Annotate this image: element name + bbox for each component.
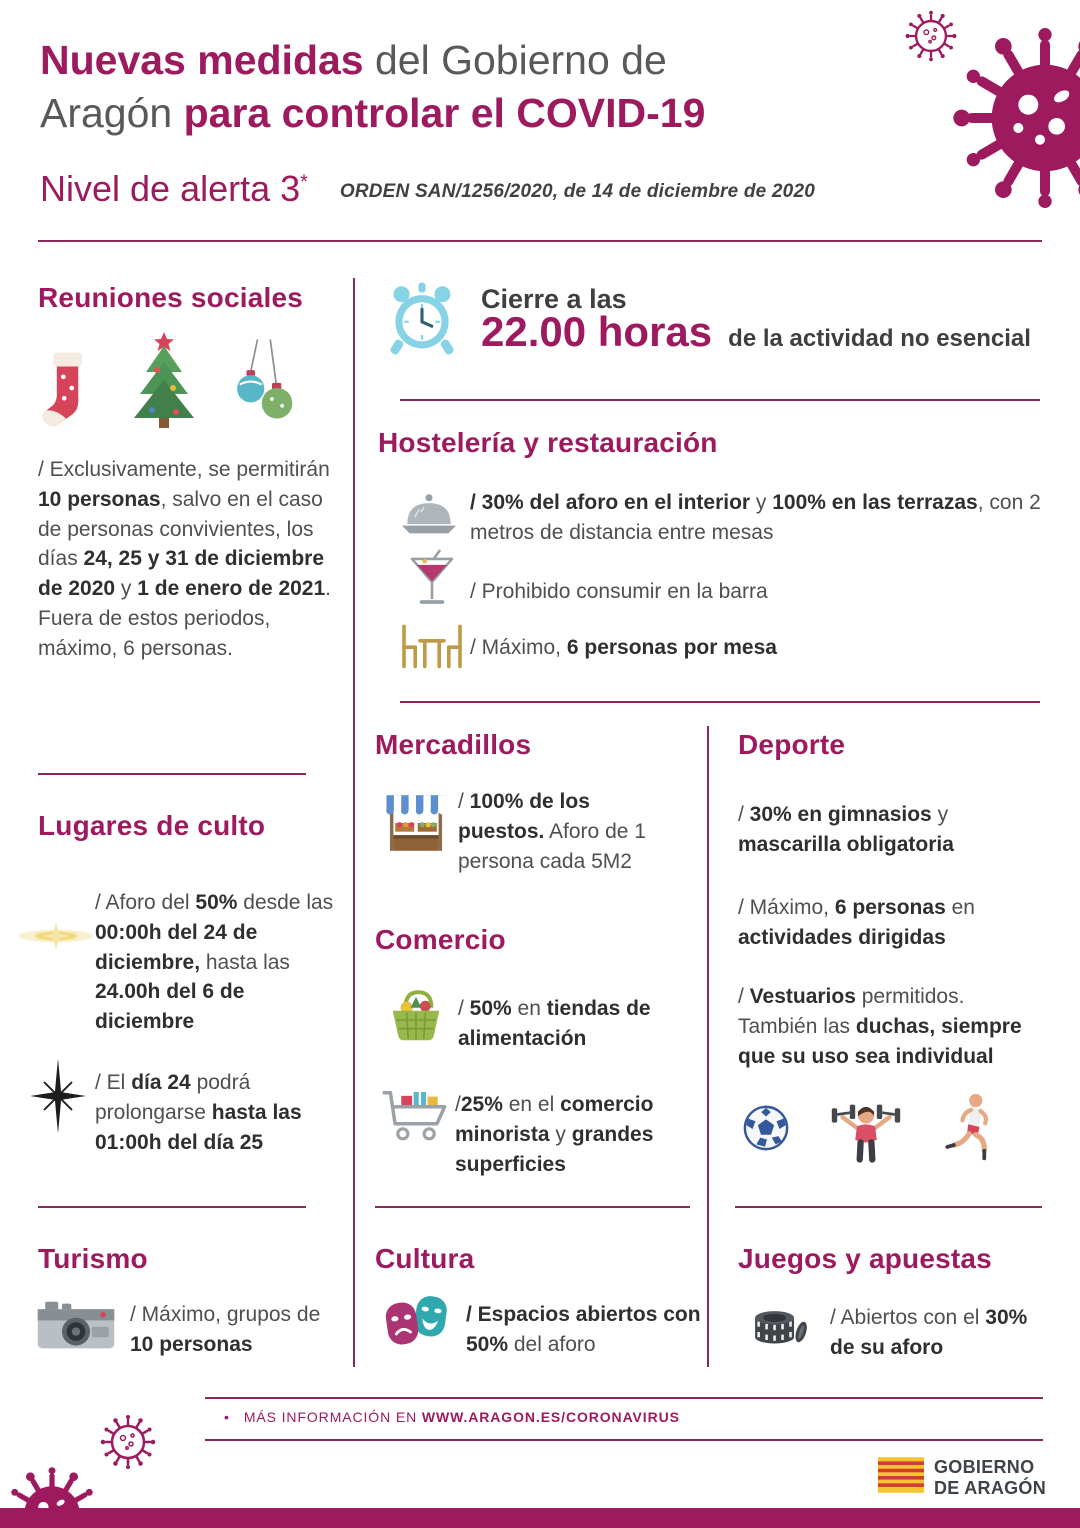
star-sparkle-icon [30,1058,86,1139]
serving-dish-icon [398,490,460,543]
soccer-ball-icon [742,1104,790,1157]
section-title-turismo: Turismo [38,1243,148,1274]
logo-line1: GOBIERNO [934,1457,1035,1477]
page-title-line2: Aragón para controlar el COVID-19 [40,90,706,137]
virus-outline-icon-bottom [98,1412,158,1477]
closure-prefix: Cierre a las [481,284,627,314]
market-stall-icon [383,790,449,861]
cultura-item-text: / Espacios abiertos con 50% del aforo [466,1303,701,1356]
culto-item-text: / Aforo del 50% desde las 00:00h del 24 de diciembre, hasta las 24.00h del 6 de diciembre [95,891,334,1034]
theater-masks-icon [380,1293,454,1354]
footer-info-prefix: MÁS INFORMACIÓN EN [243,1409,422,1425]
turismo-item-text: / Máximo, grupos de 10 personas [130,1303,321,1356]
bottom-color-bar [0,1508,1080,1528]
hosteleria-item-text: / 30% del aforo en el interior y 100% en las terrazas, con 2 metros de distancia entre mesas [470,491,1041,544]
table-chairs-icon [396,620,468,681]
camera-icon [34,1297,118,1360]
section-title-reuniones: Reuniones sociales [38,282,304,313]
footer-info [224,1409,680,1425]
divider [735,1206,1042,1208]
christmas-icons-row [40,330,300,435]
sports-icons-row [742,1092,1000,1169]
alert-level: Nivel de alerta 3* [40,168,308,209]
food-basket-icon [385,986,447,1053]
footer-info-url: WWW.ARAGON.ES/CORONAVIRUS [421,1409,680,1425]
deporte-item-text: / 30% en gimnasios y mascarilla obligatoria [738,803,954,856]
section-title-cultura: Cultura [375,1243,475,1274]
alert-asterisk: * [300,171,308,193]
page-title [40,34,705,141]
footer-divider-bottom [205,1439,1043,1441]
closure-line [481,308,1031,356]
shopping-cart-icon [381,1085,451,1152]
header-divider [38,240,1042,242]
culto-item-text: / El día 24 podrá prolongarse hasta las 01:00h del día 25 [95,1071,302,1154]
section-title-mercadillos: Mercadillos [375,729,532,760]
divider [400,399,1040,401]
vertical-divider-middle [707,726,709,1367]
divider [400,701,1040,703]
reuniones-body: / Exclusivamente, se permitirán 10 personas, salvo en el caso de personas convivientes, los días 24, 25 y 31 de diciembre de 2020 y 1 de enero de 2021. Fuera de estos periodos, máximo, 6 personas. [38,458,332,660]
weight-lifter-icon [830,1092,902,1169]
hosteleria-item-text: / Prohibido consumir en la barra [470,580,768,603]
alert-row [40,168,815,210]
logo-text [934,1457,1046,1498]
comercio-item-text: / 50% en tiendas de alimentación [458,997,651,1050]
divider [38,773,306,775]
page-title-line1: Nuevas medidas del Gobierno de [40,37,667,83]
virus-icon-large [945,18,1080,223]
order-reference: ORDEN SAN/1256/2020, de 14 de diciembre de 2020 [339,181,815,202]
christmas-baubles-icon [232,334,300,435]
section-title-hosteleria: Hostelería y restauración [378,427,718,458]
cocktail-icon [406,548,458,615]
section-title-comercio: Comercio [375,924,506,955]
christmas-tree-icon [124,330,204,435]
gobierno-aragon-logo [878,1457,1046,1498]
section-title-culto: Lugares de culto [38,810,266,841]
alarm-clock-icon [382,280,462,365]
vertical-divider-left [353,278,355,1367]
divider [375,1206,690,1208]
footer-bullet: • [224,1409,230,1425]
runner-icon [942,1092,1000,1169]
comercio-item-text: /25% en el comercio minorista y grandes superficies [455,1093,654,1176]
section-title-deporte: Deporte [738,729,846,760]
casino-chips-icon [748,1296,810,1357]
aragon-flag-icon [878,1457,924,1498]
logo-line2: DE ARAGÓN [934,1477,1047,1498]
mercadillos-item-text: / 100% de los puestos. Aforo de 1 persona cada 5M2 [458,790,646,873]
closure-suffix: de la actividad no esencial [728,325,1031,352]
juegos-item-text: / Abiertos con el 30% de su aforo [830,1306,1028,1359]
christmas-stocking-icon [40,346,96,435]
candle-glow-icon [16,916,96,961]
closure-time: 22.00 horas [481,308,713,355]
footer-divider-top [205,1397,1043,1399]
divider [38,1206,306,1208]
deporte-item-text: / Máximo, 6 personas en actividades dirigidas [738,896,975,949]
section-title-juegos: Juegos y apuestas [738,1243,992,1274]
deporte-item-text: / Vestuarios permitidos. También las duchas, siempre que su uso sea individual [738,985,1022,1068]
hosteleria-item-text: / Máximo, 6 personas por mesa [470,636,777,659]
